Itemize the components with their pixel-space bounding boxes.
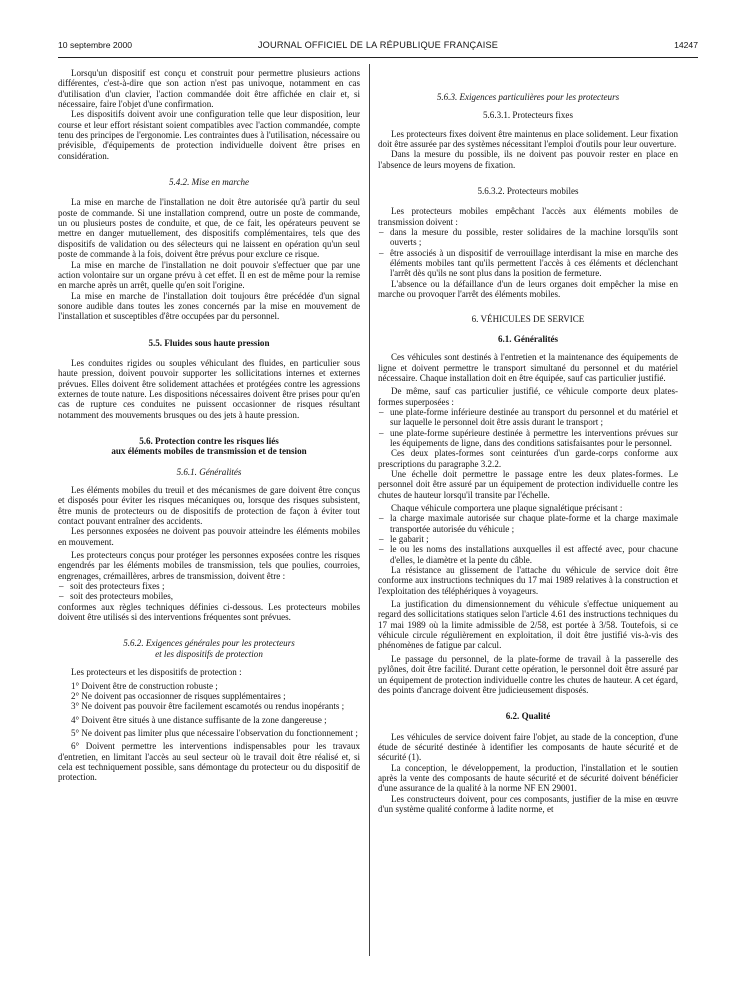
- numbered-item: 2° Ne doivent pas occasionner de risques supplémentaires ;: [71, 690, 286, 701]
- paragraph: L'absence ou la défaillance d'un de leurs organes doit empêcher la mise en marche ou provoquer l'arrêt des éléments mobiles.: [378, 278, 678, 300]
- page-number: 14247: [674, 40, 698, 50]
- section-heading-6: 6. VÉHICULES DE SERVICE: [471, 313, 585, 324]
- paragraph: La justification du dimensionnement du véhicule s'effectue uniquement au regard des sollicitations statiques selon l'article 4.61 des instructions techniques du 17 mai 1989 où la limite admissible de 2/58, est portée à 3/58. Toutefois, si ce véhicule circule régulièrement en exploitation, il doit être justifié vis-à-vis des phénomènes de fatigue par calcul.: [378, 599, 678, 651]
- paragraph: La conception, le développement, la production, l'installation et le soutien après la vente des composants de haute sécurité et de sécurité doivent bénéficier d'une assurance de la qualité à la norme NF EN 29001.: [378, 762, 678, 794]
- section-heading-6-1: 6.1. Généralités: [497, 333, 559, 344]
- numbered-item: 4° Doivent être situés à une distance suffisante de la zone dangereuse ;: [71, 714, 327, 725]
- numbered-item: 5° Ne doivent pas limiter plus que nécessaire l'observation du fonctionnement ;: [71, 727, 358, 738]
- paragraph: La mise en marche de l'installation ne doit être autorisée qu'à partir du seul poste de commande. Si une installation comprend, outre un poste de commande, un ou plusieurs postes de conduite, et que, de ce fait, les opérateurs peuvent se mettre en danger mutuellement, des dispositifs complémentaires, tels que des dispositifs de validation ou des sélecteurs qui ne laissent en opération qu'un seul poste de commande à la fois, doivent être prévus pour exclure ce risque.: [58, 197, 360, 260]
- section-heading-5-6-2-line2: et les dispositifs de protection: [155, 648, 263, 659]
- header-rule: [58, 57, 698, 58]
- section-heading-5-5: 5.5. Fluides sous haute pression: [148, 337, 270, 348]
- paragraph: Les protecteurs fixes doivent être maintenus en place solidement. Leur fixation doit être assurée par des systèmes nécessitant l'emploi d'outils pour leur ouverture.: [378, 128, 678, 150]
- section-heading-5-6-3-2: 5.6.3.2. Protecteurs mobiles: [477, 186, 579, 197]
- list-item: – la charge maximale autorisée sur chaque plate-forme et la charge maximale transportée autorisée du véhicule ;: [378, 513, 678, 534]
- paragraph: La mise en marche de l'installation ne doit pouvoir s'effectuer que par une action volontaire sur un organe prévu à cet effet. Il en est de même pour la remise en marche après un arrêt, quelle qu'en soit l'origine.: [58, 259, 360, 291]
- paragraph: De même, sauf cas particulier justifié, ce véhicule comporte deux plates-formes superposées :: [378, 386, 678, 407]
- section-heading-5-4-2: 5.4.2. Mise en marche: [168, 177, 250, 188]
- paragraph: Chaque véhicule comportera une plaque signalétique précisant :: [391, 503, 623, 513]
- page-header: [58, 40, 698, 54]
- numbered-item: 6° Doivent permettre les interventions indispensables pour les travaux d'entretien, en limitant l'accès au seul secteur où le travail doit être réalisé et, si cela est techniquement possible, sans démontage du protecteur ou du dispositif de protection.: [58, 741, 360, 783]
- paragraph: La résistance au glissement de l'attache du véhicule de service doit être conforme aux instructions techniques du 17 mai 1989 relatives à la construction et l'exploitation des téléphériques à voyageurs.: [378, 565, 678, 596]
- list-item: – le gabarit ;: [378, 534, 678, 544]
- section-heading-6-2: 6.2. Qualité: [505, 711, 551, 722]
- paragraph: Les protecteurs conçus pour protéger les personnes exposées contre les risques engendrés par les éléments mobiles de transmission, tels que poulies, courroies, engrenages, crémaillères, arbres de transmission, doivent être :: [58, 550, 360, 581]
- list-item: – dans la mesure du possible, rester solidaires de la machine lorsqu'ils sont ouverts ;: [378, 227, 678, 248]
- paragraph: Ces véhicules sont destinés à l'entretien et la maintenance des équipements de ligne et doivent permettre le transport simultané du personnel et du matériel nécessaire. Chaque installation doit en être équipée, sauf cas particulier justifié.: [378, 352, 678, 383]
- section-heading-5-6-3-1: 5.6.3.1. Protecteurs fixes: [483, 110, 573, 121]
- paragraph: La mise en marche de l'installation doit toujours être précédée d'un signal sonore audible dans toutes les zones concernés par la mise en mouvement de l'installation et susceptibles d'être occupées par du personnel.: [58, 290, 360, 322]
- paragraph: Les conduites rigides ou souples véhiculant des fluides, en particulier sous haute pression, doivent pouvoir supporter les sollicitations internes et externes prévues. Elles doivent être solidement attachées et protégées contre les agressions externes de toute nature. Les dispositions nécessaires doivent être prises pour qu'en cas de rupture ces conduites ne puissent occasionner de risques résultant notamment des mouvements brusques ou des jets à haute pression.: [58, 357, 360, 420]
- paragraph: Les constructeurs doivent, pour ces composants, justifier de la mise en œuvre d'un système qualité conforme à ladite norme, et: [378, 793, 678, 814]
- list-item: – une plate-forme inférieure destinée au transport du personnel et du matériel et sur laquelle le personnel doit être assis durant le transport ;: [378, 407, 678, 428]
- paragraph: Les véhicules de service doivent faire l'objet, au stade de la conception, d'une étude de sécurité destinée à identifier les composants de haute sécurité et de sécurité (1).: [378, 731, 678, 763]
- numbered-item: 3° Ne doivent pas pouvoir être facilement escamotés ou rendus inopérants ;: [71, 701, 345, 712]
- section-heading-5-6-line1: 5.6. Protection contre les risques liés: [139, 435, 279, 446]
- paragraph: Les personnes exposées ne doivent pas pouvoir atteindre les éléments mobiles en mouvement.: [58, 526, 360, 547]
- list-item: – être associés à un dispositif de verrouillage interdisant la mise en marche des éléments mobiles tant qu'ils permettent l'accès à ces éléments et déclenchant l'arrêt dès qu'ils ne sont plus dans la position de fermeture.: [378, 248, 678, 279]
- section-heading-5-6-line2: aux éléments mobiles de transmission et de tension: [111, 446, 307, 457]
- paragraph: Les éléments mobiles du treuil et des mécanismes de gare doivent être conçus et disposés pour éviter les risques mécaniques ou, lorsque des risques subsistent, être munis de protecteurs ou de dispositifs de protection de façon à éviter tout contact pouvant entraîner des accidents.: [58, 485, 360, 527]
- paragraph: Lorsqu'un dispositif est conçu et construit pour permettre plusieurs actions différentes, c'est-à-dire que son action n'est pas univoque, notamment en cas d'utilisation d'un clavier, l'action commandée doit être affichée en clair et, si nécessaire, faire l'objet d'une confirmation.: [58, 68, 360, 110]
- paragraph: Le passage du personnel, de la plate-forme de travail à la passerelle des pylônes, doit être facilité. Durant cette opération, le personnel doit être assuré par un équipement de protection individuelle contre les chutes de hauteur. A cet égard, des points d'ancrage doivent être judicieusement disposés.: [378, 653, 678, 695]
- paragraph: Une échelle doit permettre le passage entre les deux plates-formes. Le personnel doit être assuré par un équipement de protection individuelle contre les chutes de hauteur lorsqu'il transite par l'échelle.: [378, 468, 678, 500]
- paragraph: Dans la mesure du possible, ils ne doivent pas pouvoir rester en place en l'absence de leurs moyens de fixation.: [378, 149, 678, 170]
- paragraph: Ces deux plates-formes sont ceinturées d'un garde-corps conforme aux prescriptions du paragraphe 3.2.2.: [378, 448, 678, 469]
- list-item: – soit des protecteurs fixes ;: [58, 581, 360, 591]
- journal-title: JOURNAL OFFICIEL DE LA RÉPUBLIQUE FRANÇAISE: [257, 40, 499, 50]
- list-item: – soit des protecteurs mobiles,: [58, 591, 360, 601]
- paragraph: conformes aux règles techniques définies ci-dessous. Les protecteurs mobiles doivent être utilisés si des interventions fréquentes sont prévues.: [58, 601, 360, 623]
- right-column: [378, 68, 678, 814]
- left-column: [58, 68, 360, 783]
- list-item: – une plate-forme supérieure destinée à permettre les interventions prévues sur les équipements de ligne, dans des conditions satisfaisantes pour le personnel.: [378, 428, 678, 449]
- issue-date: 10 septembre 2000: [58, 40, 133, 50]
- paragraph: Les protecteurs et les dispositifs de protection :: [71, 667, 242, 678]
- paragraph: Les dispositifs doivent avoir une configuration telle que leur disposition, leur course et leur effort résistant soient compatibles avec l'action commandée, compte tenu des principes de l'ergonomie. Les contraintes dues à l'utilisation, nécessaire ou prévisible, d'équipements de protection individuelle doivent être prises en considération.: [58, 109, 360, 161]
- paragraph: Les protecteurs mobiles empêchant l'accès aux éléments mobiles de transmission doivent :: [378, 206, 678, 227]
- column-divider: [369, 64, 370, 956]
- list-item: – le ou les noms des installations auxquelles il est affecté avec, pour chacune d'elles, le diamètre et la pente du câble.: [378, 544, 678, 565]
- section-heading-5-6-2-line1: 5.6.2. Exigences générales pour les protecteurs: [123, 638, 295, 649]
- numbered-item: 1° Doivent être de construction robuste ;: [71, 680, 218, 691]
- section-heading-5-6-3: 5.6.3. Exigences particulières pour les protecteurs: [436, 92, 620, 102]
- section-heading-5-6-1: 5.6.1. Généralités: [176, 466, 242, 477]
